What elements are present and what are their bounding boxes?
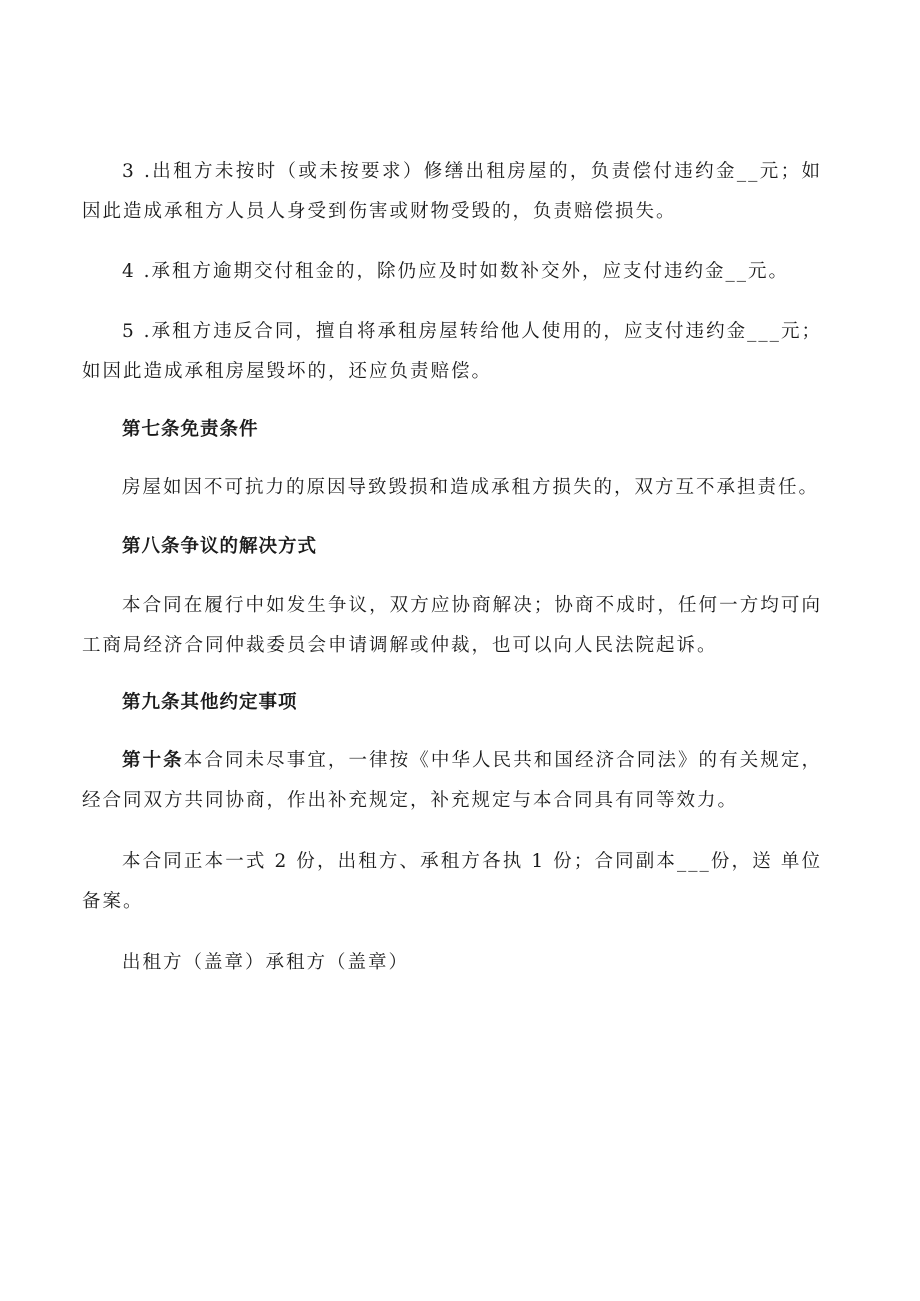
copies-clause: 本合同正本一式 2 份，出租方、承租方各执 1 份；合同副本___份，送 单位备案。 <box>82 851 822 912</box>
clause-3: 3 .出租方未按时（或未按要求）修缮出租房屋的，负责偿付违约金__元；如因此造成承租方人员人身受到伤害或财物受毁的，负责赔偿损失。 <box>82 161 822 222</box>
clause-4: 4 .承租方逾期交付租金的，除仍应及时如数补交外，应支付违约金__元。 <box>122 261 790 282</box>
article-8-body: 本合同在履行中如发生争议，双方应协商解决；协商不成时，任何一方均可向工商局经济合同仲裁委员会申请调解或仲裁，也可以向人民法院起诉。 <box>82 595 822 656</box>
article-10-lead: 第十条 <box>122 750 184 771</box>
article-7-body: 房屋如因不可抗力的原因导致毁损和造成承租方损失的，双方互不承担责任。 <box>122 477 820 498</box>
clause-5: 5 .承租方违反合同，擅自将承租房屋转给他人使用的，应支付违约金___元；如因此造成承租房屋毁坏的，还应负责赔偿。 <box>82 321 822 382</box>
article-8-title: 第八条争议的解决方式 <box>122 536 318 557</box>
article-7-title: 第七条免责条件 <box>122 419 259 440</box>
signature-line: 出租方（盖章）承租方（盖章） <box>122 952 410 973</box>
article-10-body: 本合同未尽事宜，一律按《中华人民共和国经济合同法》的有关规定，经合同双方共同协商，作出补充规定，补充规定与本合同具有同等效力。 <box>82 750 822 811</box>
article-10-paragraph <box>82 741 822 821</box>
article-9-title: 第九条其他约定事项 <box>122 692 298 713</box>
